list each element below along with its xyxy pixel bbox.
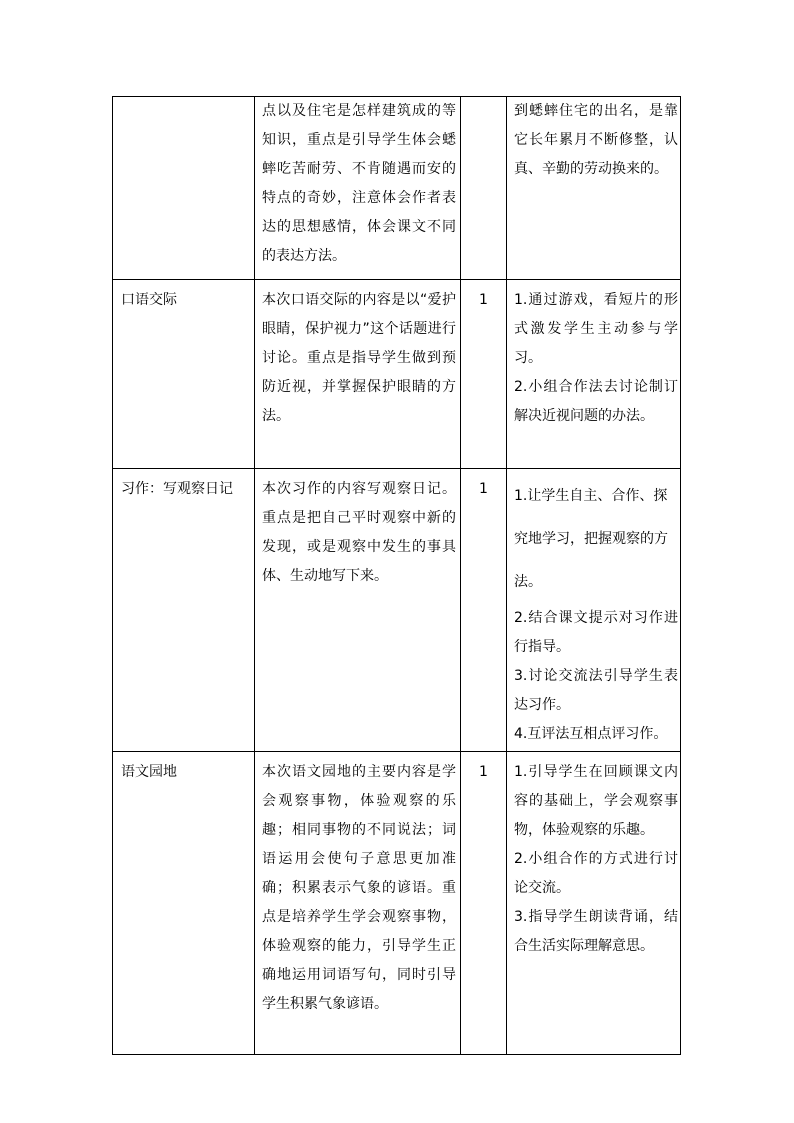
table-row — [113, 469, 681, 752]
method-cell — [507, 752, 681, 1055]
method-cell — [507, 469, 681, 752]
table-row — [113, 280, 681, 469]
topic-cell: 语文园地 — [113, 752, 255, 1055]
method-item: 2.小组合作的方式进行讨论交流。 — [514, 851, 678, 896]
lesson-plan-table — [112, 96, 681, 1055]
topic-cell — [113, 97, 255, 280]
method-item: 2.结合课文提示对习作进行指导。 — [514, 610, 678, 655]
method-item: 1.通过游戏，看短片的形式激发学生主动参与学习。 — [514, 292, 678, 366]
method-item: 到蟋蟀住宅的出名，是靠它长年累月不断修整，认真、辛勤的劳动换来的。 — [514, 103, 678, 177]
table-row — [113, 752, 681, 1055]
content-cell: 点以及住宅是怎样建筑成的等知识，重点是引导学生体会蟋蟀吃苦耐劳、不肯随遇而安的特点的奇妙，注意体会作者表达的思想感情，体会课文不同的表达方法。 — [255, 97, 461, 280]
method-cell — [507, 280, 681, 469]
content-cell: 本次习作的内容写观察日记。重点是把自己平时观察中新的发现，或是观察中发生的事具体、生动地写下来。 — [255, 469, 461, 752]
hours-cell: 1 — [461, 752, 507, 1055]
method-item: 4.互评法互相点评习作。 — [514, 726, 668, 742]
method-item: 3.指导学生朗读背诵，结合生活实际理解意思。 — [514, 909, 678, 954]
table-row — [113, 97, 681, 280]
topic-cell: 口语交际 — [113, 280, 255, 469]
content-cell: 本次语文园地的主要内容是学会观察事物，体验观察的乐趣；相同事物的不同说法；词语运用会使句子意思更加准确；积累表示气象的谚语。重点是培养学生学会观察事物，体验观察的能力，引导学生正确地运用词语写句，同时引导学生积累气象谚语。 — [255, 752, 461, 1055]
method-item: 3.讨论交流法引导学生表达习作。 — [514, 668, 678, 713]
method-item: 1.让学生自主、合作、探究地学习，把握观察的方法。 — [514, 488, 668, 590]
method-item: 1.引导学生在回顾课文内容的基础上，学会观察事物，体验观察的乐趣。 — [514, 764, 678, 838]
method-item: 2.小组合作法去讨论制订解决近视问题的办法。 — [514, 379, 678, 424]
content-cell: 本次口语交际的内容是以“爱护眼睛，保护视力”这个话题进行讨论。重点是指导学生做到预防近视，并掌握保护眼睛的方法。 — [255, 280, 461, 469]
hours-cell — [461, 97, 507, 280]
hours-cell: 1 — [461, 469, 507, 752]
topic-cell: 习作：写观察日记 — [113, 469, 255, 752]
hours-cell: 1 — [461, 280, 507, 469]
method-cell — [507, 97, 681, 280]
